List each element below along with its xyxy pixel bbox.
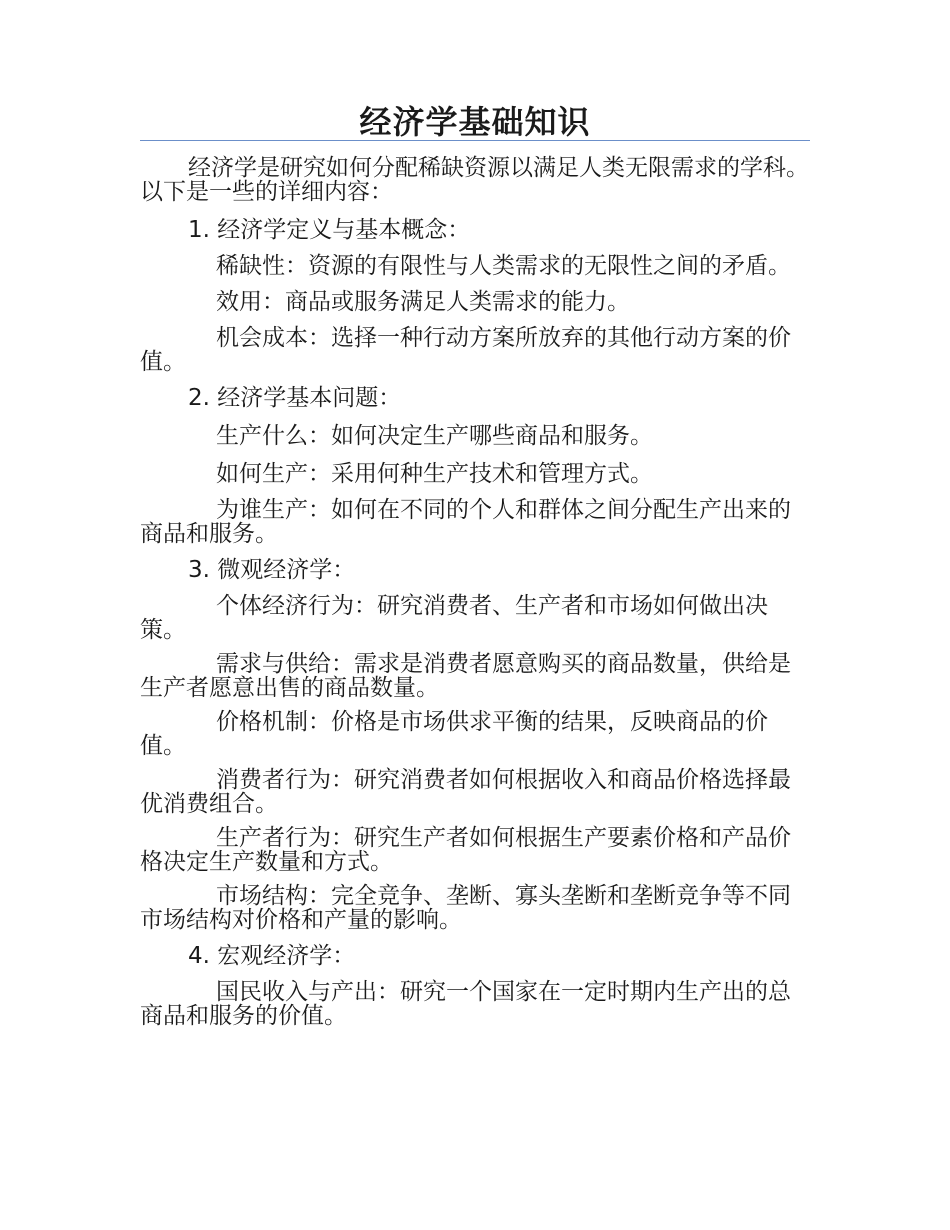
intro-paragraph: 经济学是研究如何分配稀缺资源以满足人类无限需求的学科。以下是一些的详细内容： xyxy=(140,155,809,205)
section-3-item: 消费者行为：研究消费者如何根据收入和商品价格选择最优消费组合。 xyxy=(140,767,791,817)
section-heading-4: 4. 宏观经济学： xyxy=(188,943,356,969)
section-heading-3: 3. 微观经济学： xyxy=(188,557,356,583)
section-3-item: 市场结构：完全竞争、垄断、寡头垄断和垄断竞争等不同市场结构对价格和产量的影响。 xyxy=(140,883,791,933)
document-title: 经济学基础知识 xyxy=(359,103,591,141)
title-underline xyxy=(140,140,810,141)
section-2-item: 如何生产：采用何种生产技术和管理方式。 xyxy=(216,461,653,487)
section-3-item: 生产者行为：研究生产者如何根据生产要素价格和产品价格决定生产数量和方式。 xyxy=(140,825,791,875)
section-4-item: 国民收入与产出：研究一个国家在一定时期内生产出的总商品和服务的价值。 xyxy=(140,979,791,1029)
section-3-item: 需求与供给：需求是消费者愿意购买的商品数量，供给是生产者愿意出售的商品数量。 xyxy=(140,651,791,701)
section-heading-2: 2. 经济学基本问题： xyxy=(188,385,402,411)
section-3-item: 价格机制：价格是市场供求平衡的结果，反映商品的价值。 xyxy=(140,709,768,759)
section-1-item: 稀缺性：资源的有限性与人类需求的无限性之间的矛盾。 xyxy=(216,253,791,279)
section-heading-1: 1. 经济学定义与基本概念： xyxy=(188,217,471,243)
section-2-item: 为谁生产：如何在不同的个人和群体之间分配生产出来的商品和服务。 xyxy=(140,497,791,547)
section-2-item: 生产什么：如何决定生产哪些商品和服务。 xyxy=(216,423,653,449)
section-3-item: 个体经济行为：研究消费者、生产者和市场如何做出决策。 xyxy=(140,593,768,643)
section-1-item: 机会成本：选择一种行动方案所放弃的其他行动方案的价值。 xyxy=(140,325,791,375)
section-1-item: 效用：商品或服务满足人类需求的能力。 xyxy=(216,289,630,315)
document-body xyxy=(140,156,812,1038)
